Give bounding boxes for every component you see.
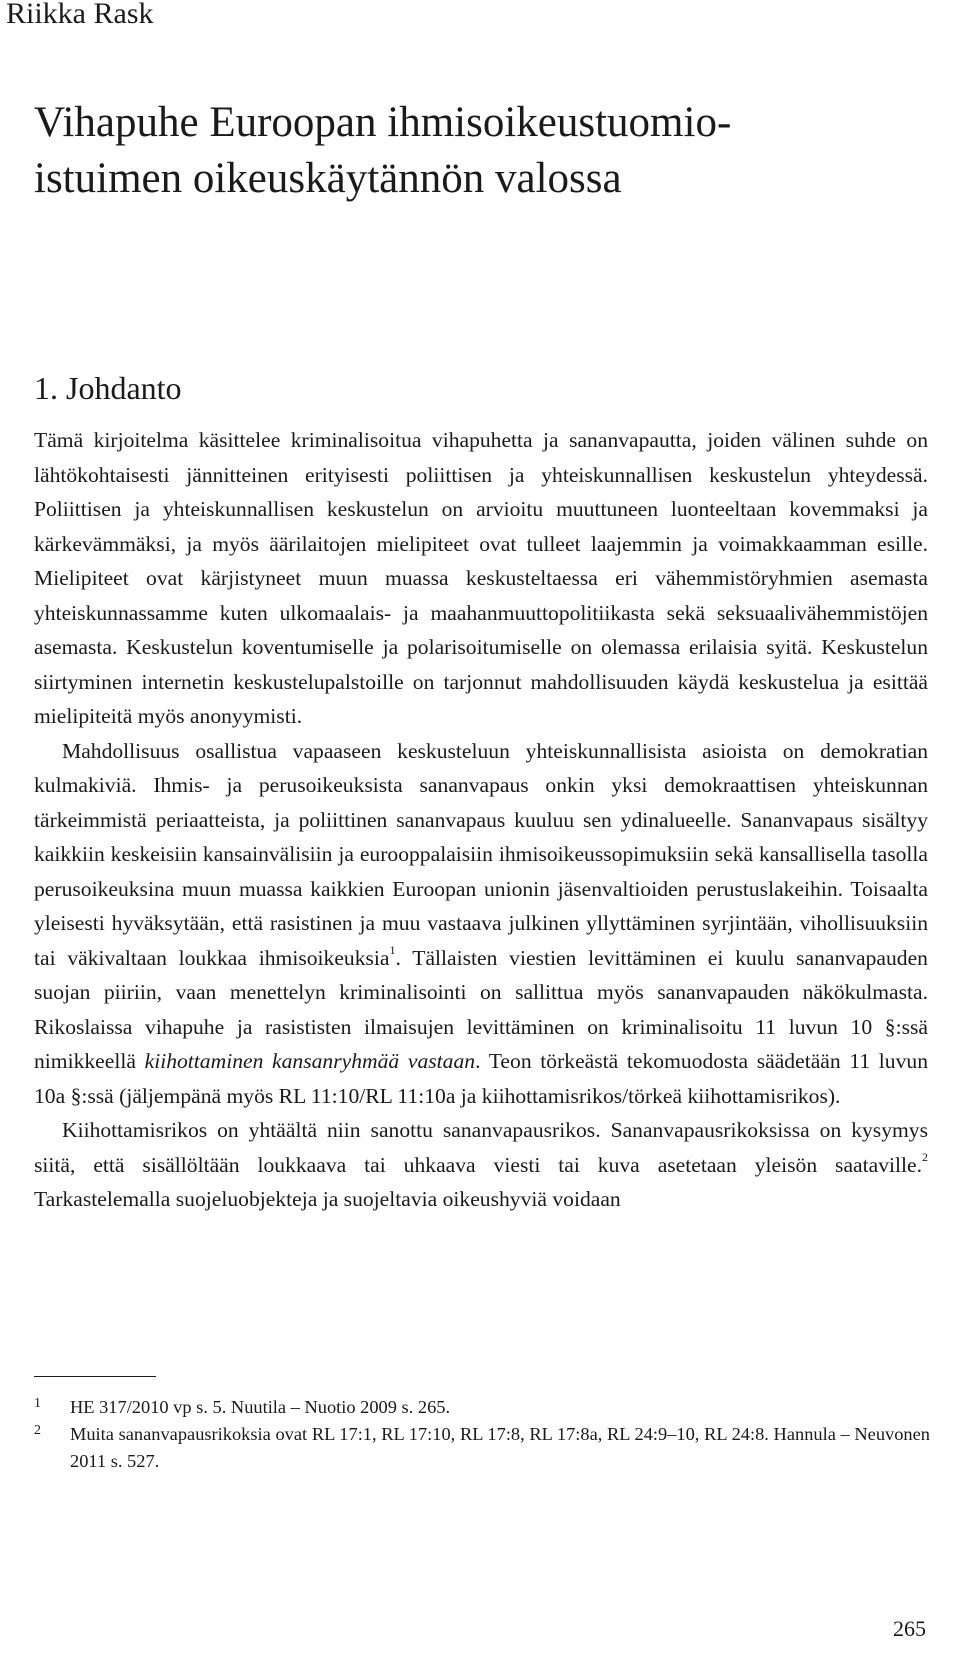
author-name: Riikka Rask	[6, 0, 154, 30]
offense-name-italic: kiihottaminen kansanryhmää vastaan	[144, 1049, 476, 1073]
paragraph-2-text-c: . Teon törkeästä tekomuodosta säädetään 11 luvun 10a §:ssä (jäljempänä myös RL 11:10/RL 11:10a ja kiihottamisrikos/törkeä kiihottamisrikos).	[34, 1049, 928, 1108]
footnote-number: 2	[34, 1423, 41, 1438]
paragraph-2-text-b: . Tällaisten viestien levittäminen ei kuulu sananvapauden suojan piiriin, vaan menettelyn kriminalisointi on sallittua myös sananvapauden näkökulmasta. Rikoslaissa vihapuhe ja rasististen ilmaisujen levittäminen on kriminalisoitu 11 luvun 10 §:ssä nimikkeellä	[34, 945, 928, 1073]
footnote-2	[34, 1421, 930, 1475]
title-line-1: Vihapuhe Euroopan ihmisoikeustuomio-	[34, 99, 732, 146]
paragraph-3-text-b: Tarkastelemalla suojeluobjekteja ja suojeltavia oikeushyviä voidaan	[34, 1187, 621, 1211]
footnote-text: HE 317/2010 vp s. 5. Nuutila – Nuotio 2009 s. 265.	[70, 1397, 451, 1417]
footnote-ref-2[interactable]: 2	[922, 1150, 928, 1165]
section-heading: 1. Johdanto	[34, 370, 182, 406]
paragraph-3-text-a: Kiihottamisrikos on yhtäältä niin sanottu sananvapausrikos. Sananvapausrikoksissa on kysymys siitä, että sisällöltään loukkaava tai uhkaava viesti tai kuva asetetaan yleisön saataville.	[34, 1118, 928, 1177]
body-text	[34, 423, 928, 1217]
paragraph-3	[34, 1113, 928, 1217]
footnote-text: Muita sananvapausrikoksia ovat RL 17:1, RL 17:10, RL 17:8, RL 17:8a, RL 24:9–10, RL 24:8. Hannula – Neuvonen 2011 s. 527.	[70, 1424, 930, 1471]
paragraph-1: Tämä kirjoitelma käsittelee kriminalisoitua vihapuhetta ja sananvapautta, joiden välinen suhde on lähtökohtaisesti jännitteinen erityisesti poliittisen ja yhteiskunnallisen keskustelun yhteydessä. Poliittisen ja yhteiskunnallisen keskustelun on arvioitu muuttuneen luonteeltaan kovemmaksi ja kärkevämmäksi, ja myös äärilaitojen mielipiteet ovat tulleet laajemmin ja voimakkaamman esille. Mielipiteet ovat kärjistyneet muun muassa keskusteltaessa eri vähemmistöryhmien asemasta yhteiskunnassamme kuten ulkomaalais- ja maahanmuuttopolitiikasta sekä seksuaalivähemmistöjen asemasta. Keskustelun koventumiselle ja polarisoitumiselle on olemassa erilaisia syitä. Keskustelun siirtyminen internetin keskustelupalstoille on tarjonnut mahdollisuuden käydä keskustelua ja esittää mielipiteitä myös anonyymisti.	[34, 428, 928, 728]
footnote-ref-1[interactable]: 1	[389, 943, 396, 958]
footnote-1	[34, 1394, 930, 1421]
footnote-number: 1	[34, 1396, 41, 1411]
article-title	[34, 95, 934, 207]
paragraph-2	[34, 734, 928, 1114]
footnote-divider	[34, 1376, 156, 1377]
footnotes	[34, 1394, 930, 1475]
paragraph-2-text-a: Mahdollisuus osallistua vapaaseen keskusteluun yhteiskunnallisista asioista on demokratian kulmakiviä. Ihmis- ja perusoikeuksista sananvapaus onkin yksi demokraattisen yhteiskunnan tärkeimmistä periaatteista, ja poliittinen sananvapaus kuuluu sen ydinalueelle. Sananvapaus sisältyy kaikkiin keskeisiin kansainvälisiin ja eurooppalaisiin ihmisoikeussopimuksiin sekä kansallisella tasolla perusoikeuksina muun muassa kaikkien Euroopan unionin jäsenvaltioiden perustuslakeihin. Toisaalta yleisesti hyväksytään, että rasistinen ja muu vastaava julkinen yllyttäminen syrjintään, vihollisuuksiin tai väkivaltaan loukkaa ihmisoikeuksia	[34, 738, 928, 970]
title-line-2: istuimen oikeuskäytännön valossa	[34, 155, 622, 202]
page-number: 265	[893, 1616, 926, 1641]
